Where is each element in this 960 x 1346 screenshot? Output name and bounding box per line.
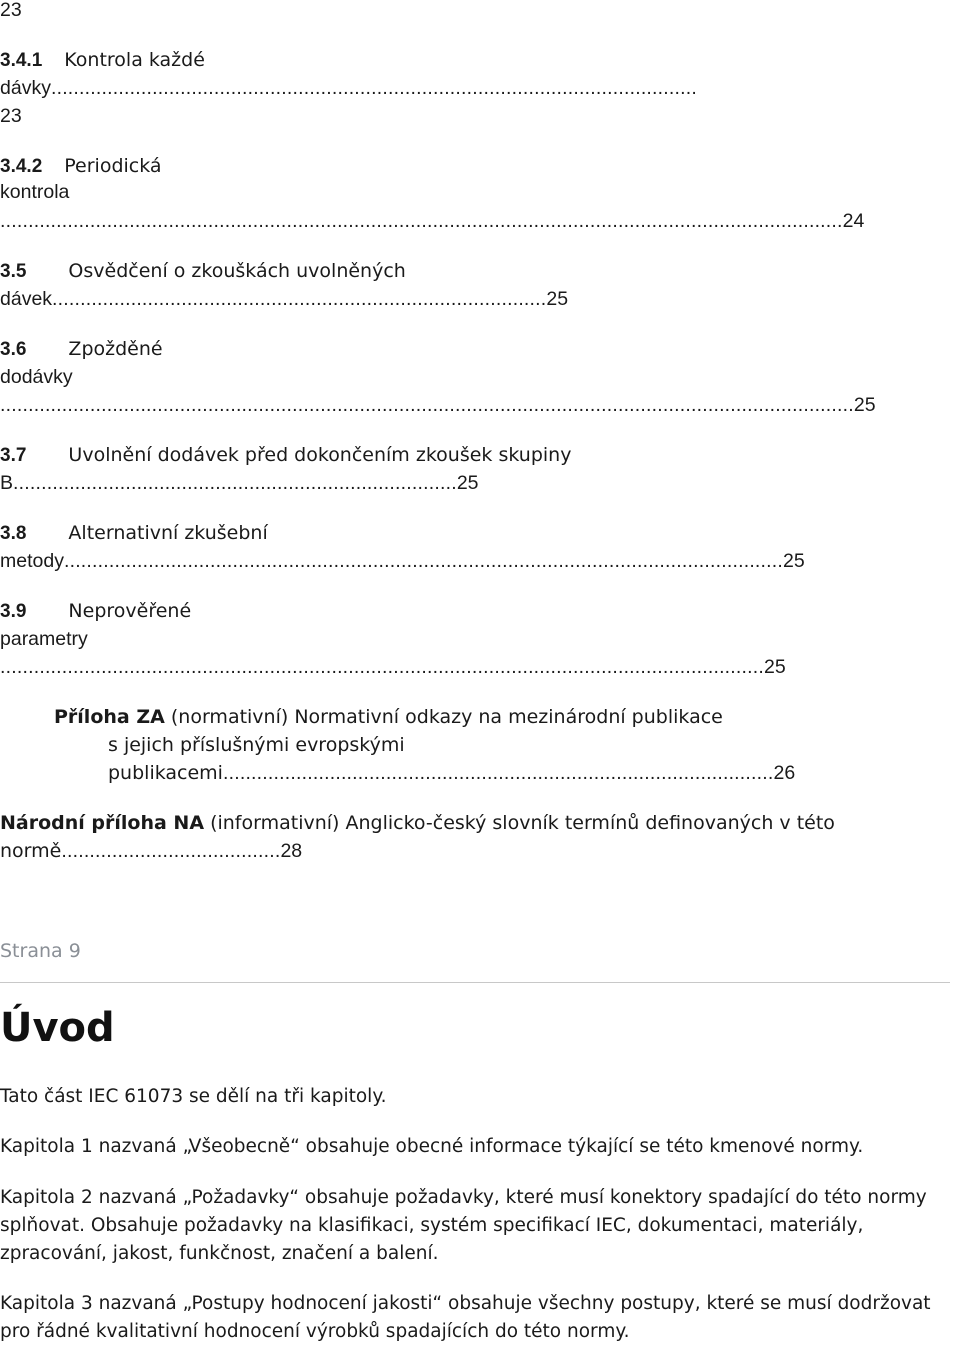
toc-entry-title-cont: B (0, 472, 14, 494)
toc-entry-3-4-2[interactable] (0, 152, 162, 180)
toc-annex-na[interactable] (0, 809, 835, 837)
toc-entry-number: 3.4.2 (0, 156, 43, 177)
toc-entry-3-5-continuation[interactable] (0, 285, 568, 313)
toc-entry-page: 28 (280, 840, 303, 862)
toc-entry-title: Zpožděné (68, 338, 163, 360)
toc-entry-3-8-continuation[interactable] (0, 547, 805, 575)
toc-entry-title-cont: dávek (0, 288, 53, 310)
toc-annex-label: Národní příloha NA (0, 812, 205, 834)
toc-entry-number: 3.9 (0, 601, 27, 622)
toc-entry-number: 3.6 (0, 339, 27, 360)
toc-entry-number: 3.7 (0, 445, 27, 466)
toc-entry-title: Kontrola každé (64, 49, 205, 71)
paragraph: Tato část IEC 61073 se dělí na tři kapitoly. (0, 1086, 387, 1107)
toc-page-number-top: 23 (0, 0, 22, 21)
toc-leader-dots: ....................................... (61, 840, 281, 862)
toc-entry-title: Osvědčení o zkouškách uvolněných (68, 260, 406, 282)
toc-leader-dots: ........................................................................................................................................................ (0, 394, 854, 416)
toc-entry-3-6-continuation[interactable]: dodávky (0, 366, 73, 388)
toc-annex-title-cont: normě (0, 840, 62, 862)
toc-annex-na-line2[interactable] (0, 837, 302, 865)
toc-leader-dots: ...................................................................................................................................................... (0, 210, 843, 232)
toc-entry-title: Periodická (64, 155, 162, 177)
toc-entry-3-9-leader[interactable] (0, 653, 786, 681)
toc-annex-title-cont: publikacemi (108, 762, 223, 784)
toc-entry-3-9-continuation[interactable]: parametry (0, 628, 88, 650)
paragraph: Kapitola 3 nazvaná „Postupy hodnocení jakosti“ obsahuje všechny postupy, které se musí dodržovat pro řádné kvalitativní hodnocení výrobků spadajících do této normy. (0, 1293, 931, 1342)
toc-entry-title-cont: dávky (0, 77, 51, 99)
toc-entry-page: 25 (546, 288, 569, 310)
toc-leader-dots: ........................................................................................ (52, 288, 547, 310)
toc-annex-za[interactable] (54, 703, 723, 731)
toc-entry-3-4-2-continuation[interactable]: kontrola (0, 181, 70, 203)
toc-annex-za-line3[interactable] (108, 759, 795, 787)
toc-entry-3-9[interactable] (0, 597, 191, 625)
toc-annex-za-line2[interactable]: s jejich příslušnými evropskými (108, 734, 405, 756)
page-divider (0, 982, 950, 983)
toc-leader-dots: .................................................................................................. (222, 762, 774, 784)
toc-annex-label: Příloha ZA (54, 706, 165, 728)
toc-entry-title-cont: metody (0, 550, 64, 572)
toc-entry-3-8[interactable] (0, 519, 268, 547)
toc-entry-page: 26 (773, 762, 796, 784)
toc-entry-number: 3.8 (0, 523, 27, 544)
toc-entry-number: 3.5 (0, 261, 27, 282)
toc-entry-page: 25 (456, 472, 479, 494)
toc-entry-page: 25 (783, 550, 805, 572)
toc-annex-title: (informativní) Anglicko-český slovník termínů definovaných v této (210, 812, 835, 834)
paragraph: Kapitola 2 nazvaná „Požadavky“ obsahuje požadavky, které musí konektory spadající do této normy splňovat. Obsahuje požadavky na klasifikaci, systém specifikací IEC, dokumentaci, materiály, zpracování, jakost, funkčnost, značení a balení. (0, 1187, 927, 1264)
toc-entry-3-4-1-continuation[interactable] (0, 74, 697, 102)
toc-entry-3-7[interactable] (0, 441, 571, 469)
toc-entry-title: Neprověřené (68, 600, 192, 622)
toc-entry-title: Uvolnění dodávek před dokončením zkoušek skupiny (68, 444, 572, 466)
section-heading: Úvod (0, 1005, 115, 1051)
toc-entry-3-6-leader[interactable] (0, 391, 876, 419)
toc-entry-3-4-1[interactable] (0, 46, 205, 74)
toc-annex-title: (normativní) Normativní odkazy na mezinárodní publikace (170, 706, 723, 728)
toc-entry-3-5[interactable] (0, 257, 406, 285)
toc-entry-3-7-continuation[interactable] (0, 469, 479, 497)
page-marker: Strana 9 (0, 940, 81, 962)
toc-entry-page: 25 (764, 656, 786, 678)
toc-entry-3-6[interactable] (0, 335, 163, 363)
toc-leader-dots: ........................................................................................................................................ (0, 656, 765, 678)
toc-entry-page: 24 (842, 210, 865, 232)
toc-entry-3-4-2-leader[interactable] (0, 207, 864, 235)
toc-leader-dots: ................................................................................................................... (50, 77, 697, 99)
toc-entry-page: 25 (853, 394, 876, 416)
toc-leader-dots: ................................................................................................................................ (63, 550, 784, 572)
toc-leader-dots: ............................................................................... (13, 472, 457, 494)
toc-entry-title: Alternativní zkušební (68, 522, 268, 544)
toc-entry-number: 3.4.1 (0, 50, 43, 71)
toc-entry-3-4-1-page[interactable]: 23 (0, 105, 22, 127)
paragraph: Kapitola 1 nazvaná „Všeobecně“ obsahuje obecné informace týkající se této kmenové normy. (0, 1136, 864, 1157)
